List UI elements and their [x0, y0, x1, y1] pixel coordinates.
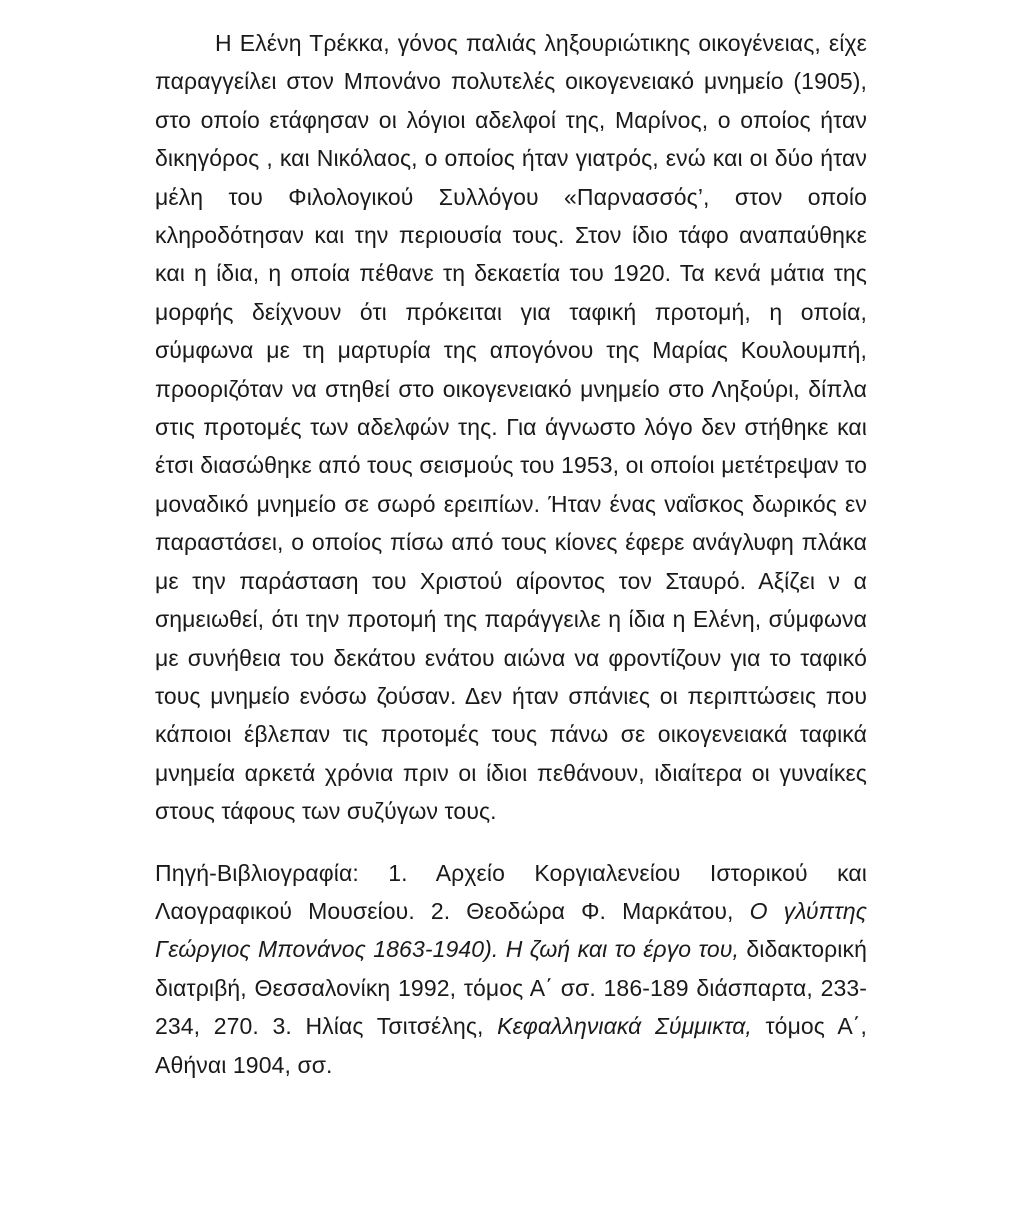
sources-book-title-1: Ο γλύπτης Γεώργιος Μπονάνος 1863-1940). Η ζωή και το έργο του,: [155, 897, 867, 963]
body-paragraph: Η Ελένη Τρέκκα, γόνος παλιάς ληξουριώτικης οικογένειας, είχε παραγγείλει στον Μπονάνο πολυτελές οικογενειακό μνημείο (1905), στο οποίο ετάφησαν οι λόγιοι αδελφοί της, Μαρίνος, ο οποίος ήταν δικηγόρος , και Νικόλαος, ο οποίος ήταν γιατρός, ενώ και οι δύο ήταν μέλη του Φιλολογικού Συλλόγου «Παρνασσός’, στον οποίο κληροδότησαν και την περιουσία τους. Στον ίδιο τάφο αναπαύθηκε και η ίδια, η οποία πέθανε τη δεκαετία του 1920. Τα κενά μάτια της μορφής δείχνουν ότι πρόκειται για ταφική προτομή, η οποία, σύμφωνα με τη μαρτυρία της απογόνου της Μαρίας Κουλουμπή, προοριζόταν να στηθεί στο οικογενειακό μνημείο στο Ληξούρι, δίπλα στις προτομές των αδελφών της. Για άγνωστο λόγο δεν στήθηκε και έτσι διασώθηκε από τους σεισμούς του 1953, οι οποίοι μετέτρεψαν το μοναδικό μνημείο σε σωρό ερειπίων. Ήταν ένας ναΐσκος δωρικός εν παραστάσει, ο οποίος πίσω από τους κίονες έφερε ανάγλυφη πλάκα με την παράσταση του Χριστού αίροντος τον Σταυρό. Αξίζει ν α σημειωθεί, ότι την προτομή της παράγγειλε η ίδια η Ελένη, σύμφωνα με συνήθεια του δεκάτου ενάτου αιώνα να φροντίζουν για το ταφικό τους μνημείο ενόσω ζούσαν. Δεν ήταν σπάνιες οι περιπτώσεις που κάποιοι έβλεπαν τις προτομές τους πάνω σε οικογενειακά ταφικά μνημεία αρκετά χρόνια πριν οι ίδιοι πεθάνουν, ιδιαίτερα οι γυναίκες στους τάφους των συζύγων τους.: [155, 30, 867, 825]
sources-text-2: διδακτορική διατριβή, Θεσσαλονίκη 1992, τόμος Α΄ σσ. 186-189 διάσπαρτα, 233-234, 270. 3. Ηλίας Τσιτσέλης,: [155, 936, 867, 1040]
sources-paragraph: [155, 854, 867, 1084]
sources-text-3: τόμος Α΄, Αθήναι 1904, σσ.: [155, 1013, 868, 1078]
sources-book-title-2: Κεφαλληνιακά Σύμμικτα,: [497, 1013, 752, 1040]
sources-text-1: Πηγή-Βιβλιογραφία: 1. Αρχείο Κοργιαλενείου Ιστορικού και Λαογραφικού Μουσείου. 2. Θεοδώρα Φ. Μαρκάτου,: [155, 859, 867, 924]
document-page: [155, 24, 867, 1084]
